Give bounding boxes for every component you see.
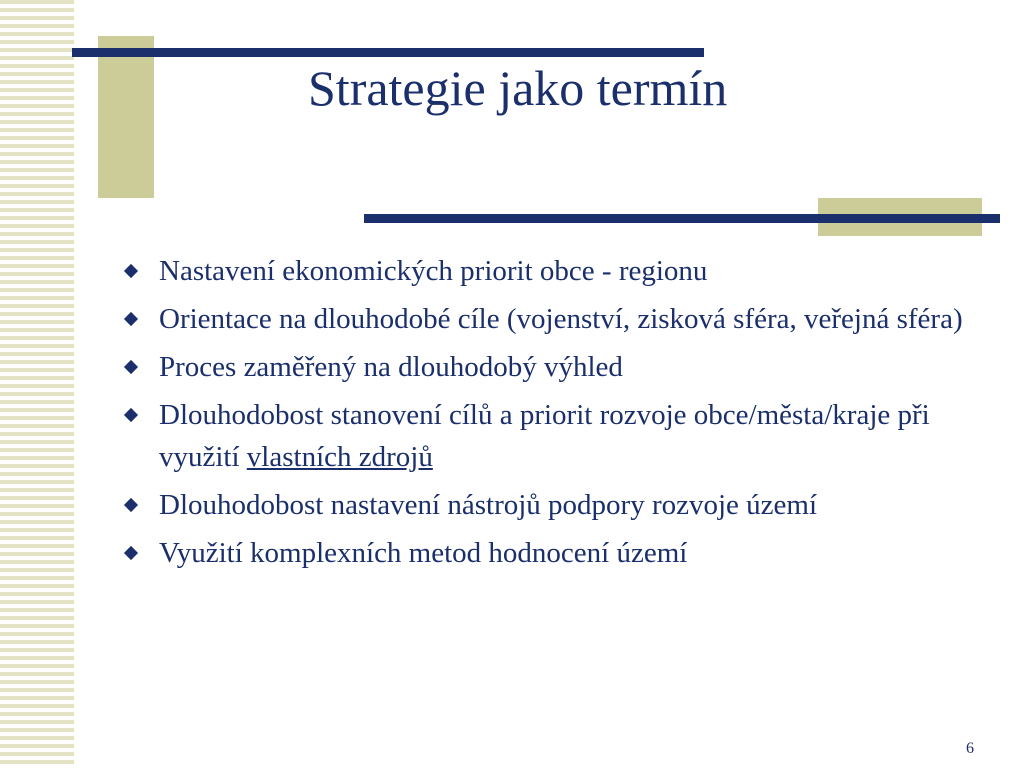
list-item: [124, 250, 964, 292]
bullet-list: [124, 250, 964, 580]
list-item: [124, 298, 964, 340]
bullet-text: Dlouhodobost nastavení nástrojů podpory rozvoje území: [159, 489, 818, 521]
list-item: [124, 532, 964, 574]
bullet-text: Proces zaměřený na dlouhodobý výhled: [159, 351, 623, 383]
bullet-text: Nastavení ekonomických priorit obce - regionu: [159, 255, 708, 287]
list-item: [124, 484, 964, 526]
vlastnich-zdroju-link[interactable]: vlastních zdrojů: [246, 441, 433, 473]
diamond-bullet-icon: [124, 312, 138, 326]
list-item: [124, 346, 964, 388]
khaki-block-decoration-top: [98, 36, 154, 198]
diamond-bullet-icon: [124, 264, 138, 278]
list-item: [124, 394, 964, 478]
title-rule-top: [72, 48, 704, 57]
diamond-bullet-icon: [124, 546, 138, 560]
title-rule-bottom: [364, 214, 1000, 223]
diamond-bullet-icon: [124, 498, 138, 512]
bullet-text: Dlouhodobost stanovení cílů a priorit rozvoje obce/města/kraje při využití: [159, 399, 930, 473]
diamond-bullet-icon: [124, 360, 138, 374]
left-stripe-decoration: [0, 0, 74, 768]
slide-title: Strategie jako termín: [308, 60, 728, 116]
bullet-text: Orientace na dlouhodobé cíle (vojenství, zisková sféra, veřejná sféra): [159, 303, 963, 335]
diamond-bullet-icon: [124, 408, 138, 422]
page-number: 6: [966, 740, 974, 757]
bullet-text: Využití komplexních metod hodnocení území: [159, 537, 688, 569]
